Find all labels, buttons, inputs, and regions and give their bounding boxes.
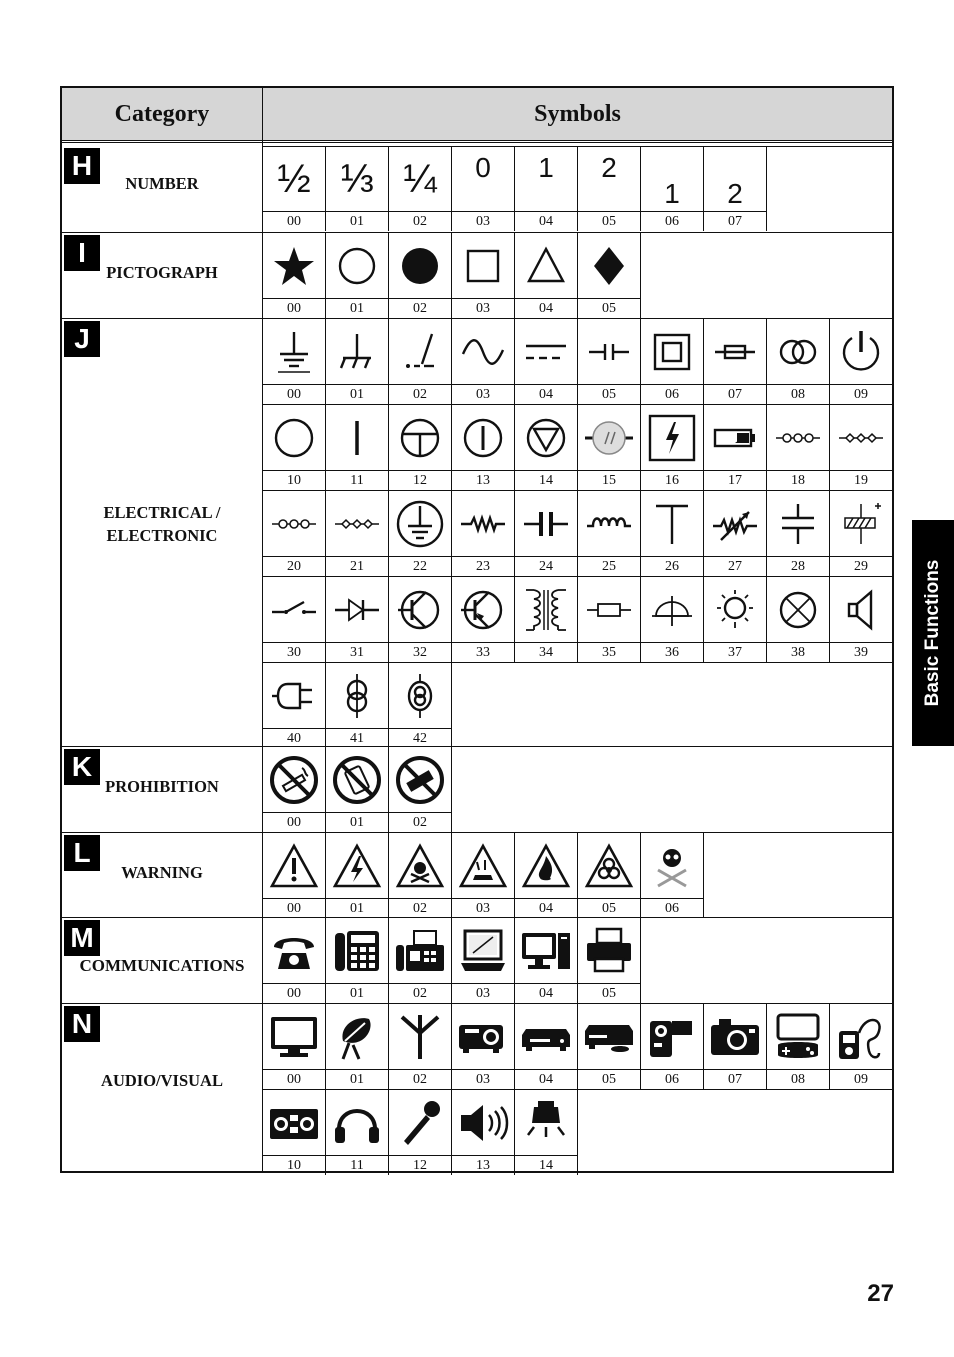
symbol-cell <box>326 1004 389 1089</box>
category-name: NUMBER <box>125 174 199 193</box>
symbol-cell <box>452 577 515 662</box>
section-letter-n: N <box>64 1006 100 1042</box>
skull-crossbones-icon <box>641 833 703 899</box>
category-name: COMMUNICATIONS <box>79 956 245 975</box>
symbol-code: 24 <box>515 556 577 576</box>
symbol-cell <box>515 491 578 576</box>
symbols-header: Symbols <box>263 88 892 141</box>
symbol-cell <box>767 491 830 576</box>
vcr-icon <box>515 1004 577 1070</box>
printer-icon <box>578 918 640 984</box>
chassis-ground-icon <box>326 319 388 385</box>
warning-electric-icon <box>326 833 388 899</box>
symbol-code: 01 <box>326 812 388 832</box>
symbol-cell <box>704 146 767 231</box>
symbol-code: 01 <box>326 983 388 1003</box>
symbol-code: 02 <box>389 983 451 1003</box>
symbol-code: 07 <box>704 1069 766 1089</box>
switch-icon <box>263 577 325 643</box>
symbol-cell <box>452 918 515 1003</box>
power-button-icon <box>830 319 892 385</box>
symbol-code: 03 <box>452 298 514 318</box>
symbol-code: 29 <box>830 556 892 576</box>
symbol-code: 01 <box>326 298 388 318</box>
symbol-cell <box>641 319 704 404</box>
symbol-cell <box>326 747 389 832</box>
current-source-icon <box>389 663 451 729</box>
category-name: AUDIO/VISUAL <box>101 1070 223 1090</box>
symbol-cell <box>830 577 893 662</box>
section-letter-j: J <box>64 321 100 357</box>
symbol-cell <box>263 918 326 1003</box>
symbol-code: 13 <box>452 1155 514 1175</box>
symbol-code: 30 <box>263 642 325 662</box>
symbol-code: 13 <box>452 470 514 490</box>
on-off-circle-icon <box>452 405 514 471</box>
transformer-rings-icon <box>767 319 829 385</box>
plug-icon <box>263 663 325 729</box>
symbol-cell <box>641 833 704 918</box>
symbol-code: 06 <box>641 898 703 918</box>
symbol-code: 03 <box>452 211 514 231</box>
side-tab: Basic Functions <box>912 520 954 746</box>
one-quarter-icon: ¼ <box>403 156 437 201</box>
symbol-code: 04 <box>515 384 577 404</box>
symbol-code: 01 <box>326 1069 388 1089</box>
symbol-code: 03 <box>452 1069 514 1089</box>
symbol-cell <box>263 405 326 490</box>
symbol-cell <box>326 918 389 1003</box>
symbol-code: 12 <box>389 1155 451 1175</box>
symbol-code: 00 <box>263 983 325 1003</box>
switch-ground-icon <box>389 319 451 385</box>
double-insulation-icon <box>641 319 703 385</box>
symbols-table <box>60 86 894 1173</box>
superscript-2-icon: 2 <box>601 152 617 183</box>
symbol-code: 05 <box>578 983 640 1003</box>
symbol-code: 04 <box>515 298 577 318</box>
transformer-coils-icon <box>515 577 577 643</box>
symbol-cell <box>515 146 578 231</box>
symbol-code: 06 <box>641 1069 703 1089</box>
symbol-cell <box>389 918 452 1003</box>
symbol-code: 17 <box>704 470 766 490</box>
symbol-cell <box>641 491 704 576</box>
symbol-code: 00 <box>263 384 325 404</box>
symbol-code: 26 <box>641 556 703 576</box>
symbol-code: 40 <box>263 728 325 748</box>
battery-cell-icon <box>830 491 892 557</box>
symbol-code: 05 <box>578 298 640 318</box>
symbol-cell <box>452 405 515 490</box>
symbol-cell <box>389 405 452 490</box>
symbol-cell <box>704 577 767 662</box>
symbol-code: 00 <box>263 812 325 832</box>
section-letter-m: M <box>64 920 100 956</box>
symbol-cell <box>452 146 515 231</box>
symbol-cell <box>578 577 641 662</box>
subscript-2-icon: 2 <box>727 178 743 209</box>
section-letter-h: H <box>64 148 100 184</box>
symbol-code: 02 <box>389 1069 451 1089</box>
symbol-cell <box>830 1004 893 1089</box>
camera-icon <box>704 1004 766 1070</box>
symbol-code: 03 <box>452 384 514 404</box>
symbol-cell <box>326 319 389 404</box>
symbol-cell <box>326 146 389 231</box>
antenna-icon <box>389 1004 451 1070</box>
symbol-code: 02 <box>389 211 451 231</box>
symbol-cell <box>452 233 515 318</box>
symbol-code: 31 <box>326 642 388 662</box>
symbol-code: 38 <box>767 642 829 662</box>
symbol-code: 05 <box>578 1069 640 1089</box>
symbol-code: 35 <box>578 642 640 662</box>
symbol-code: 06 <box>641 211 703 231</box>
symbol-code: 18 <box>767 470 829 490</box>
symbol-code: 07 <box>704 384 766 404</box>
protective-earth-icon <box>389 491 451 557</box>
symbol-code: 08 <box>767 1069 829 1089</box>
fuse-icon <box>704 319 766 385</box>
symbol-cell <box>389 747 452 832</box>
section-letter-i: I <box>64 235 100 271</box>
symbol-cell <box>326 663 389 748</box>
symbol-cell <box>830 319 893 404</box>
symbol-cell <box>515 1004 578 1089</box>
dc-icon <box>515 319 577 385</box>
symbol-cell <box>389 577 452 662</box>
symbol-code: 05 <box>578 211 640 231</box>
connector-a-icon <box>767 405 829 471</box>
connector-c-icon <box>263 491 325 557</box>
symbol-code: 12 <box>389 470 451 490</box>
symbol-code: 04 <box>515 983 577 1003</box>
symbol-cell <box>389 319 452 404</box>
symbol-code: 02 <box>389 298 451 318</box>
symbol-code: 03 <box>452 983 514 1003</box>
symbol-code: 27 <box>704 556 766 576</box>
symbol-code: 14 <box>515 470 577 490</box>
resistor-box-icon <box>578 577 640 643</box>
npn-transistor-icon <box>389 577 451 643</box>
symbol-code: 08 <box>767 384 829 404</box>
laptop-icon <box>452 918 514 984</box>
symbol-cell <box>830 491 893 576</box>
star-icon <box>263 233 325 299</box>
symbol-code: 09 <box>830 1069 892 1089</box>
symbol-cell <box>578 833 641 918</box>
video-camera-icon <box>641 1004 703 1070</box>
circle-outline-icon <box>326 233 388 299</box>
symbol-cell <box>389 1090 452 1175</box>
category-name: ELECTRICAL / ELECTRONIC <box>103 503 221 545</box>
symbol-code: 04 <box>515 898 577 918</box>
no-phones-icon <box>326 747 388 813</box>
symbol-cell <box>452 491 515 576</box>
symbol-cell <box>578 1004 641 1089</box>
symbol-cell <box>578 491 641 576</box>
symbol-code: 39 <box>830 642 892 662</box>
category-name: PICTOGRAPH <box>106 263 218 282</box>
earth-ground-icon <box>263 319 325 385</box>
symbol-cell <box>326 405 389 490</box>
symbol-code: 16 <box>641 470 703 490</box>
symbol-code: 01 <box>326 211 388 231</box>
symbol-code: 00 <box>263 898 325 918</box>
symbol-cell <box>263 747 326 832</box>
symbol-code: 10 <box>263 1155 325 1175</box>
symbol-cell <box>767 1004 830 1089</box>
television-icon <box>263 1004 325 1070</box>
spotlight-icon <box>515 1090 577 1156</box>
symbol-code: 07 <box>704 211 766 231</box>
symbol-code: 42 <box>389 728 451 748</box>
symbol-code: 00 <box>263 298 325 318</box>
symbol-cell <box>578 405 641 490</box>
category-header: Category <box>62 88 263 141</box>
symbol-code: 28 <box>767 556 829 576</box>
symbol-cell <box>263 491 326 576</box>
symbol-code: 06 <box>641 384 703 404</box>
one-third-icon: ⅓ <box>340 156 374 201</box>
symbol-cell <box>578 319 641 404</box>
lamp-cross-icon <box>767 577 829 643</box>
symbol-code: 01 <box>326 898 388 918</box>
headphones-icon <box>326 1090 388 1156</box>
satellite-dish-icon <box>326 1004 388 1070</box>
symbol-cell <box>704 405 767 490</box>
fax-icon <box>389 918 451 984</box>
light-bulb-icon <box>704 577 766 643</box>
category-name: PROHIBITION <box>105 777 219 796</box>
category-name: WARNING <box>121 863 203 882</box>
diamond-filled-icon <box>578 233 640 299</box>
square-outline-icon <box>452 233 514 299</box>
symbol-cell <box>641 1004 704 1089</box>
symbol-code: 05 <box>578 898 640 918</box>
symbol-cell <box>389 1004 452 1089</box>
on-line-icon <box>326 405 388 471</box>
symbol-cell <box>641 146 704 231</box>
symbol-code: 20 <box>263 556 325 576</box>
superscript-1-icon: 1 <box>538 152 554 183</box>
warning-corrosive-icon <box>452 833 514 899</box>
symbol-code: 00 <box>263 211 325 231</box>
no-access-icon <box>389 747 451 813</box>
antenna-t-icon <box>641 491 703 557</box>
symbol-cell <box>263 663 326 748</box>
projector-icon <box>452 1004 514 1070</box>
symbol-cell <box>641 405 704 490</box>
diode-icon <box>326 577 388 643</box>
steering-wheel-icon <box>389 405 451 471</box>
symbol-code: 22 <box>389 556 451 576</box>
desk-phone-icon <box>326 918 388 984</box>
connector-d-icon <box>326 491 388 557</box>
resistor-icon <box>452 491 514 557</box>
symbol-cell <box>515 918 578 1003</box>
speaker-sound-icon <box>452 1090 514 1156</box>
game-console-icon <box>767 1004 829 1070</box>
symbol-code: 15 <box>578 470 640 490</box>
speaker-icon <box>830 577 892 643</box>
section-letter-l: L <box>64 835 100 871</box>
symbol-cell <box>389 233 452 318</box>
lamp-icon <box>578 405 640 471</box>
symbol-cell <box>326 577 389 662</box>
battery-icon <box>704 405 766 471</box>
symbol-cell <box>452 833 515 918</box>
symbol-cell <box>641 577 704 662</box>
symbol-cell <box>263 1090 326 1175</box>
symbol-code: 33 <box>452 642 514 662</box>
symbol-code: 09 <box>830 384 892 404</box>
symbol-code: 11 <box>326 1155 388 1175</box>
symbol-code: 19 <box>830 470 892 490</box>
symbol-code: 41 <box>326 728 388 748</box>
symbol-code: 34 <box>515 642 577 662</box>
symbol-code: 04 <box>515 211 577 231</box>
boombox-icon <box>263 1090 325 1156</box>
symbol-code: 04 <box>515 1069 577 1089</box>
symbol-code: 21 <box>326 556 388 576</box>
capacitor-small-icon <box>578 319 640 385</box>
symbol-cell <box>515 405 578 490</box>
desktop-computer-icon <box>515 918 577 984</box>
capacitor-vertical-icon <box>767 491 829 557</box>
symbol-cell <box>389 833 452 918</box>
symbol-cell <box>578 146 641 231</box>
current-transformer-icon <box>326 663 388 729</box>
section-divider <box>62 746 892 747</box>
symbol-cell <box>515 833 578 918</box>
microphone-icon <box>389 1090 451 1156</box>
symbol-code: 36 <box>641 642 703 662</box>
symbol-cell <box>767 577 830 662</box>
symbol-cell <box>515 233 578 318</box>
symbol-cell <box>704 491 767 576</box>
symbol-cell <box>578 233 641 318</box>
warning-toxic-icon <box>389 833 451 899</box>
section-letter-k: K <box>64 749 100 785</box>
symbol-cell <box>452 319 515 404</box>
heater-icon <box>641 577 703 643</box>
symbol-code: 05 <box>578 384 640 404</box>
symbol-cell <box>515 319 578 404</box>
symbol-code: 02 <box>389 898 451 918</box>
ac-sine-icon <box>452 319 514 385</box>
symbol-code: 00 <box>263 1069 325 1089</box>
symbol-code: 32 <box>389 642 451 662</box>
symbol-code: 03 <box>452 898 514 918</box>
symbol-cell <box>767 405 830 490</box>
warning-exclamation-icon <box>263 833 325 899</box>
telephone-icon <box>263 918 325 984</box>
subscript-1-icon: 1 <box>664 178 680 209</box>
symbol-cell <box>704 1004 767 1089</box>
circle-filled-icon <box>389 233 451 299</box>
symbol-cell <box>830 405 893 490</box>
connector-b-icon <box>830 405 892 471</box>
symbol-cell <box>263 833 326 918</box>
header-divider <box>62 142 892 143</box>
symbol-cell <box>389 146 452 231</box>
symbol-code: 10 <box>263 470 325 490</box>
symbol-cell <box>389 491 452 576</box>
symbol-code: 02 <box>389 384 451 404</box>
warning-biohazard-icon <box>578 833 640 899</box>
high-voltage-icon <box>641 405 703 471</box>
symbol-cell <box>515 577 578 662</box>
symbol-cell <box>515 1090 578 1175</box>
off-ring-icon <box>263 405 325 471</box>
symbol-cell <box>263 319 326 404</box>
symbol-cell <box>263 146 326 231</box>
symbol-code: 01 <box>326 384 388 404</box>
page-number: 27 <box>867 1280 894 1307</box>
symbol-cell <box>326 833 389 918</box>
triangle-in-circle-icon <box>515 405 577 471</box>
warning-flammable-icon <box>515 833 577 899</box>
symbol-code: 11 <box>326 470 388 490</box>
one-half-icon: ½ <box>277 156 311 201</box>
symbol-cell <box>263 233 326 318</box>
symbol-cell <box>578 918 641 1003</box>
capacitor-icon <box>515 491 577 557</box>
pnp-transistor-icon <box>452 577 514 643</box>
symbol-code: 14 <box>515 1155 577 1175</box>
symbol-cell <box>326 233 389 318</box>
superscript-0-icon: 0 <box>475 152 491 183</box>
music-player-icon <box>830 1004 892 1070</box>
symbol-cell <box>263 577 326 662</box>
dvd-player-icon <box>578 1004 640 1070</box>
symbol-cell <box>389 663 452 748</box>
variable-resistor-icon <box>704 491 766 557</box>
symbol-cell <box>326 491 389 576</box>
symbol-code: 23 <box>452 556 514 576</box>
symbol-cell <box>452 1004 515 1089</box>
symbol-cell <box>452 1090 515 1175</box>
symbol-cell <box>704 319 767 404</box>
no-smoking-icon <box>263 747 325 813</box>
inductor-icon <box>578 491 640 557</box>
symbol-code: 37 <box>704 642 766 662</box>
symbol-cell <box>767 319 830 404</box>
triangle-outline-icon <box>515 233 577 299</box>
symbol-cell <box>263 1004 326 1089</box>
symbol-cell <box>326 1090 389 1175</box>
symbol-code: 25 <box>578 556 640 576</box>
symbol-code: 02 <box>389 812 451 832</box>
